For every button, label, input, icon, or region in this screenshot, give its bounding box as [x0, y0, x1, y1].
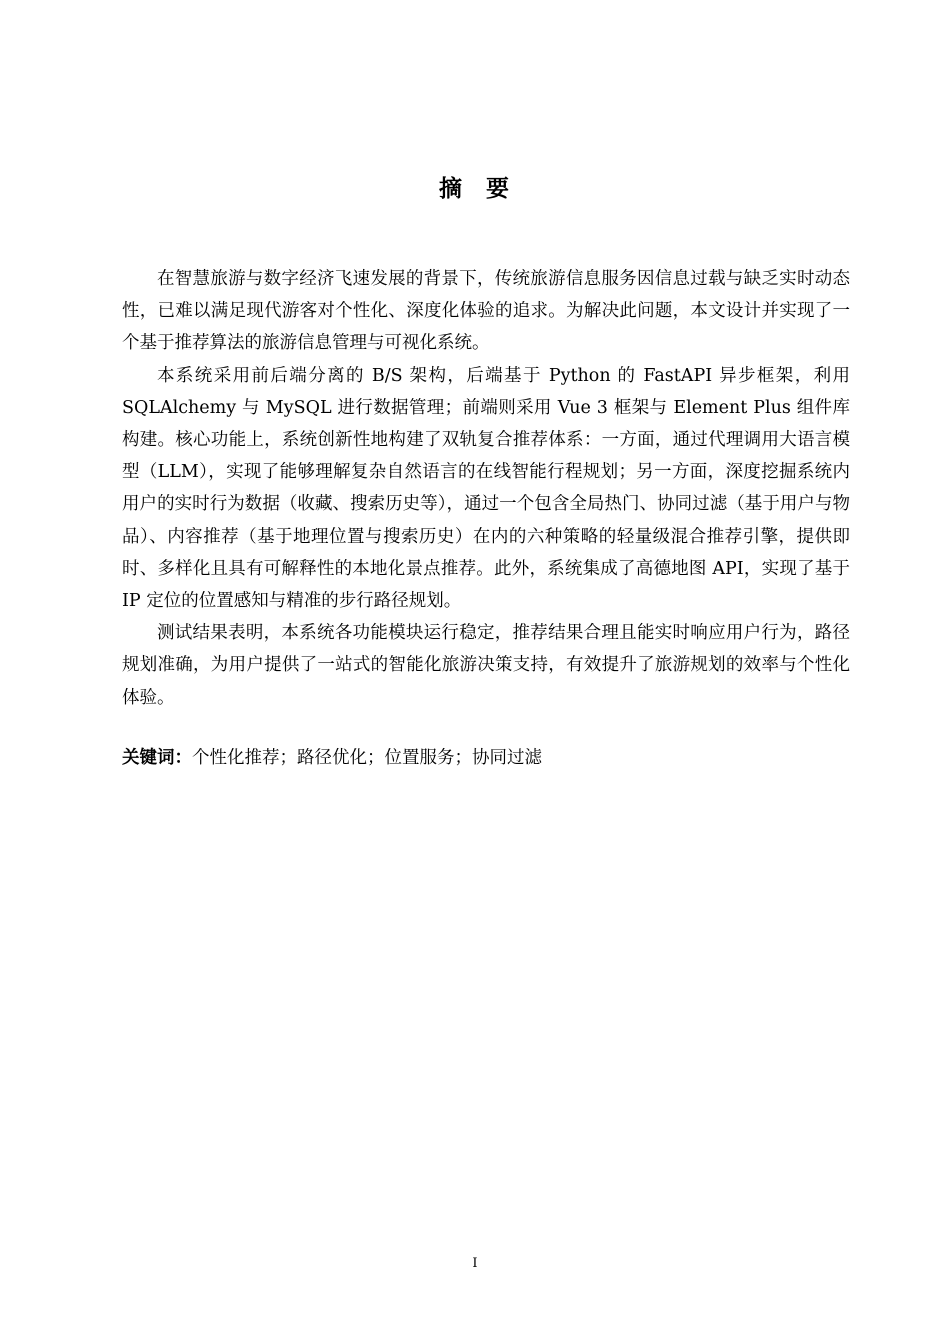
page-title	[0, 172, 950, 206]
keywords-text: 个性化推荐；路径优化；位置服务；协同过滤	[192, 748, 542, 768]
page-number: I	[472, 1256, 478, 1271]
abstract-paragraph-2: 本系统采用前后端分离的 B/S 架构，后端基于 Python 的 FastAPI 异步框架，利用 SQLAlchemy 与 MySQL 进行数据管理；前端则采用 Vue 3 框架与 Element Plus 组件库构建。核心功能上，系统创新性地构建了双轨复合推荐体系：一方面，通过代理调用大语言模型（LLM），实现了能够理解复杂自然语言的在线智能行程规划；另一方面，深度挖掘系统内用户的实时行为数据（收藏、搜索历史等），通过一个包含全局热门、协同过滤（基于用户与物品）、内容推荐（基于地理位置与搜索历史）在内的六种策略的轻量级混合推荐引擎，提供即时、多样化且具有可解释性的本地化景点推荐。此外，系统集成了高德地图 API，实现了基于 IP 定位的位置感知与精准的步行路径规划。	[122, 365, 850, 612]
abstract-body	[122, 263, 850, 714]
abstract-paragraph-3: 测试结果表明，本系统各功能模块运行稳定，推荐结果合理且能实时响应用户行为，路径规划准确，为用户提供了一站式的智能化旅游决策支持，有效提升了旅游规划的效率与个性化体验。	[122, 623, 850, 708]
title-char-2: 要	[486, 176, 511, 202]
keywords-line	[122, 742, 850, 774]
keywords-label: 关键词：	[122, 748, 192, 768]
title-char-1: 摘	[439, 176, 464, 202]
abstract-paragraph-1: 在智慧旅游与数字经济飞速发展的背景下，传统旅游信息服务因信息过载与缺乏实时动态性，已难以满足现代游客对个性化、深度化体验的追求。为解决此问题，本文设计并实现了一个基于推荐算法的旅游信息管理与可视化系统。	[122, 269, 850, 354]
